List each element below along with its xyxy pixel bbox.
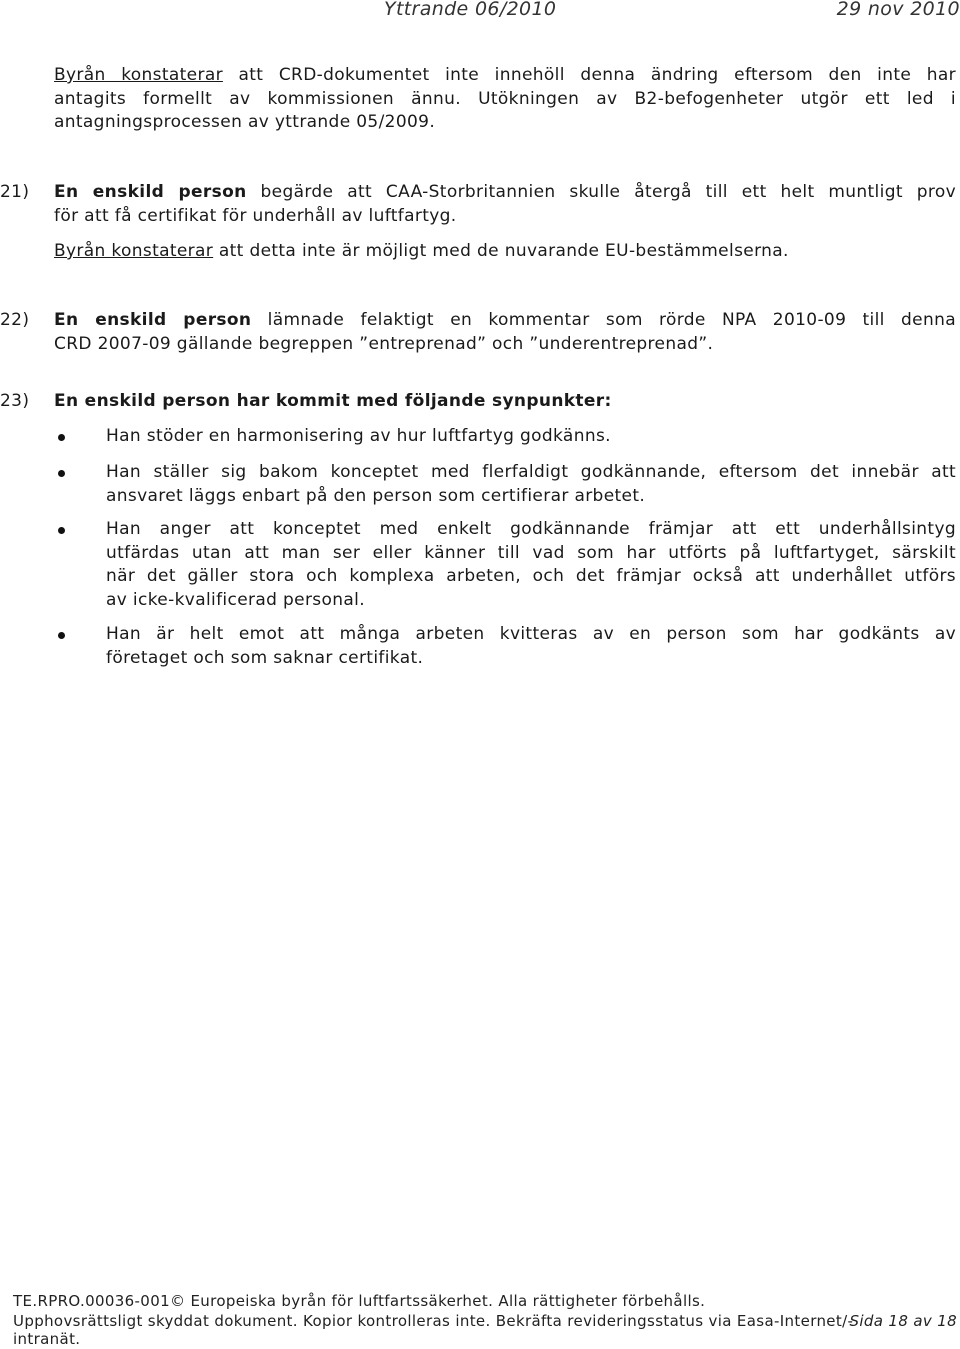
document-control-line: Upphovsrättsligt skyddat dokument. Kopior kontrolleras inte. Bekräfta revideringsstatus via Easa-Internet/- [13, 1312, 854, 1330]
intro-paragraph [54, 64, 956, 135]
agency-statement-lead: Byrån konstaterar [54, 65, 223, 85]
document-control-line-end: intranät. [13, 1330, 81, 1348]
bullet-item: Han stöder en harmonisering av hur luftfartyg godkänns. [54, 425, 956, 449]
comment-body [54, 390, 956, 414]
bullet-dot-icon [58, 470, 65, 477]
comment-number: 23) [0, 391, 30, 411]
bullet-item: Han är helt emot att många arbeten kvitteras av en person som har godkänts av företaget och som saknar certifikat. [54, 623, 956, 670]
comment-23 [0, 390, 956, 414]
comment-22 [0, 309, 956, 356]
page-number: Sida 18 av 18 [849, 1312, 957, 1330]
commenter-label: En enskild person [54, 310, 252, 330]
bullet-dot-icon [58, 632, 65, 639]
comment-number: 22) [0, 310, 30, 330]
page-header [0, 0, 960, 20]
intro-line-2: antagits formellt av kommissionen ännu. Utökningen av B2-befogenheter utgör ett led i [54, 88, 956, 109]
agency-statement-lead: Byrån konstaterar [54, 241, 214, 261]
bullet-dot-icon [58, 434, 65, 441]
comment-21 [0, 181, 956, 228]
comment-body: En enskild person lämnade felaktigt en kommentar som rörde NPA 2010-09 till denna CRD 2007-09 gällande begreppen ”entreprenad” och ”underentreprenad”. [54, 310, 956, 354]
bullet-item: Han ställer sig bakom konceptet med flerfaldigt godkännande, eftersom det innebär att ansvaret läggs enbart på den person som certifierar arbetet. [54, 461, 956, 508]
response-21: Byrån konstaterar att detta inte är möjligt med de nuvarande EU-bestämmelserna. [54, 241, 789, 261]
document-title: Yttrande 06/2010 [384, 0, 557, 20]
commenter-label: En enskild person [54, 182, 247, 202]
intro-line-1: Byrån konstaterar att CRD-dokumentet inte innehöll denna ändring eftersom den inte har [54, 65, 956, 85]
comment-body: En enskild person begärde att CAA-Storbritannien skulle återgå till ett helt muntligt prov för att få certifikat för underhåll av luftfartyg. [54, 182, 956, 226]
intro-line-3: antagningsprocessen av yttrande 05/2009. [54, 112, 436, 132]
document-date: 29 nov 2010 [836, 0, 960, 20]
commenter-heading: En enskild person har kommit med följande synpunkter: [54, 391, 612, 411]
comment-number: 21) [0, 182, 30, 202]
bullet-item: Han anger att konceptet med enkelt godkännande främjar att ett underhållsintyg utfärdas utan att man ser eller känner till vad som har utförts på luftfartyget, särskilt när det gäller stora och komplexa arbeten, och det främjar också att underhållet utförs av icke-kvalificerad personal. [54, 518, 956, 612]
bullet-dot-icon [58, 527, 65, 534]
copyright-line: TE.RPRO.00036-001© Europeiska byrån för luftfartssäkerhet. Alla rättigheter förbehålls. [13, 1292, 706, 1310]
